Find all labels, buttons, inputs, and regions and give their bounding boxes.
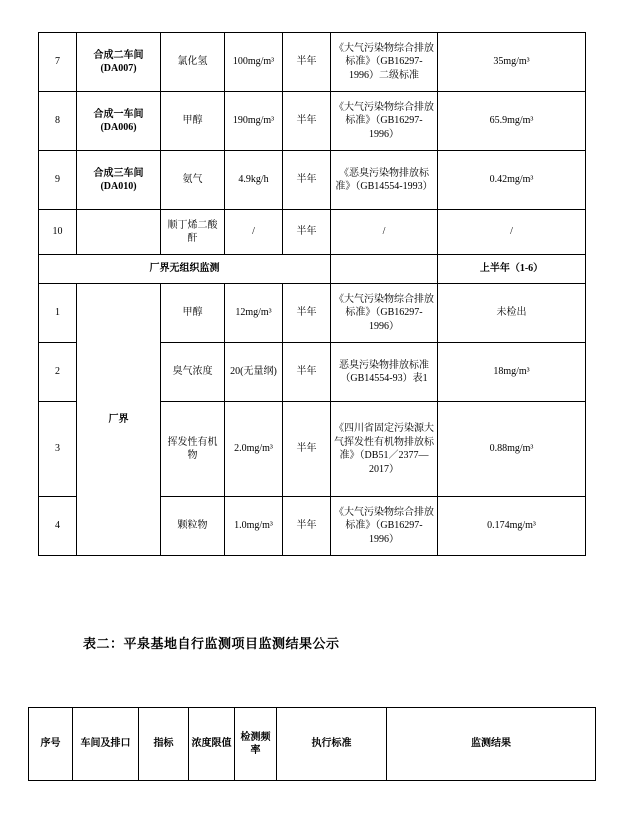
cell-limit: 20(无量纲) [225,343,283,402]
cell-index: 顺丁烯二酸酐 [161,210,225,255]
header-cell-index: 指标 [139,708,189,781]
monitoring-results-table-1-wrapper [38,32,585,556]
cell-index: 颗粒物 [161,497,225,556]
band-spacer [331,255,438,284]
cell-result: 0.42mg/m³ [438,151,586,210]
cell-result: / [438,210,586,255]
cell-standard: 《大气污染物综合排放标准》（GB16297-1996） [331,284,438,343]
cell-standard: 《四川省固定污染源大气挥发性有机物排放标准》（DB51／2377—2017） [331,402,438,497]
header-cell-result: 监测结果 [387,708,596,781]
cell-result: 65.9mg/m³ [438,92,586,151]
cell-no: 4 [39,497,77,556]
workshop-line-1: 合成一车间 [93,108,144,120]
table-row [39,151,586,210]
cell-workshop [77,33,161,92]
cell-index: 甲醇 [161,284,225,343]
cell-no: 1 [39,284,77,343]
cell-limit: 12mg/m³ [225,284,283,343]
cell-limit: / [225,210,283,255]
cell-workshop [77,92,161,151]
header-cell-workshop: 车间及排口 [73,708,139,781]
table-row [39,210,586,255]
table-2-caption: 表二：平泉基地自行监测项目监测结果公示 [83,636,340,651]
cell-standard: 《大气污染物综合排放标准》（GB16297-1996） [331,92,438,151]
cell-result: 未检出 [438,284,586,343]
cell-frequency: 半年 [283,284,331,343]
cell-no: 8 [39,92,77,151]
cell-result: 18mg/m³ [438,343,586,402]
band-label-right: 上半年（1-6） [438,255,586,284]
table-row [39,284,586,343]
table-section-band [39,255,586,284]
cell-workshop-merged: 厂界 [77,284,161,556]
cell-no: 10 [39,210,77,255]
cell-limit: 1.0mg/m³ [225,497,283,556]
cell-limit: 2.0mg/m³ [225,402,283,497]
cell-standard: 《大气污染物综合排放标准》（GB16297-1996） [331,497,438,556]
cell-limit: 100mg/m³ [225,33,283,92]
table-header-row [29,708,596,781]
workshop-line-1: 合成二车间 [93,49,144,61]
cell-limit: 190mg/m³ [225,92,283,151]
monitoring-results-table-1 [38,32,586,556]
cell-no: 2 [39,343,77,402]
cell-no: 9 [39,151,77,210]
workshop-line-1: 合成三车间 [93,167,144,179]
cell-frequency: 半年 [283,210,331,255]
cell-workshop [77,210,161,255]
cell-frequency: 半年 [283,497,331,556]
cell-no: 7 [39,33,77,92]
header-cell-standard: 执行标准 [277,708,387,781]
cell-standard: 恶臭污染物排放标准（GB14554-93）表1 [331,343,438,402]
cell-frequency: 半年 [283,402,331,497]
header-cell-limit: 浓度限值 [189,708,235,781]
table-row [39,33,586,92]
cell-result: 0.174mg/m³ [438,497,586,556]
cell-standard: / [331,210,438,255]
cell-frequency: 半年 [283,33,331,92]
table-row [39,92,586,151]
cell-index: 氯化氢 [161,33,225,92]
cell-frequency: 半年 [283,151,331,210]
cell-index: 臭气浓度 [161,343,225,402]
cell-standard: 《大气污染物综合排放标准》（GB16297-1996）二级标准 [331,33,438,92]
monitoring-results-table-2-wrapper [28,707,595,781]
cell-result: 35mg/m³ [438,33,586,92]
header-cell-no: 序号 [29,708,73,781]
cell-index: 氨气 [161,151,225,210]
cell-index: 挥发性有机物 [161,402,225,497]
workshop-line-2: (DA010) [100,181,137,192]
workshop-line-2: (DA006) [100,122,137,133]
monitoring-results-table-2 [28,707,596,781]
band-label-left: 厂界无组织监测 [39,255,331,284]
cell-index: 甲醇 [161,92,225,151]
cell-frequency: 半年 [283,92,331,151]
cell-standard: 《恶臭污染物排放标准》（GB14554-1993） [331,151,438,210]
cell-limit: 4.9kg/h [225,151,283,210]
header-cell-frequency: 检测频率 [235,708,277,781]
cell-frequency: 半年 [283,343,331,402]
workshop-line-2: (DA007) [100,63,137,74]
cell-no: 3 [39,402,77,497]
cell-result: 0.88mg/m³ [438,402,586,497]
cell-workshop [77,151,161,210]
